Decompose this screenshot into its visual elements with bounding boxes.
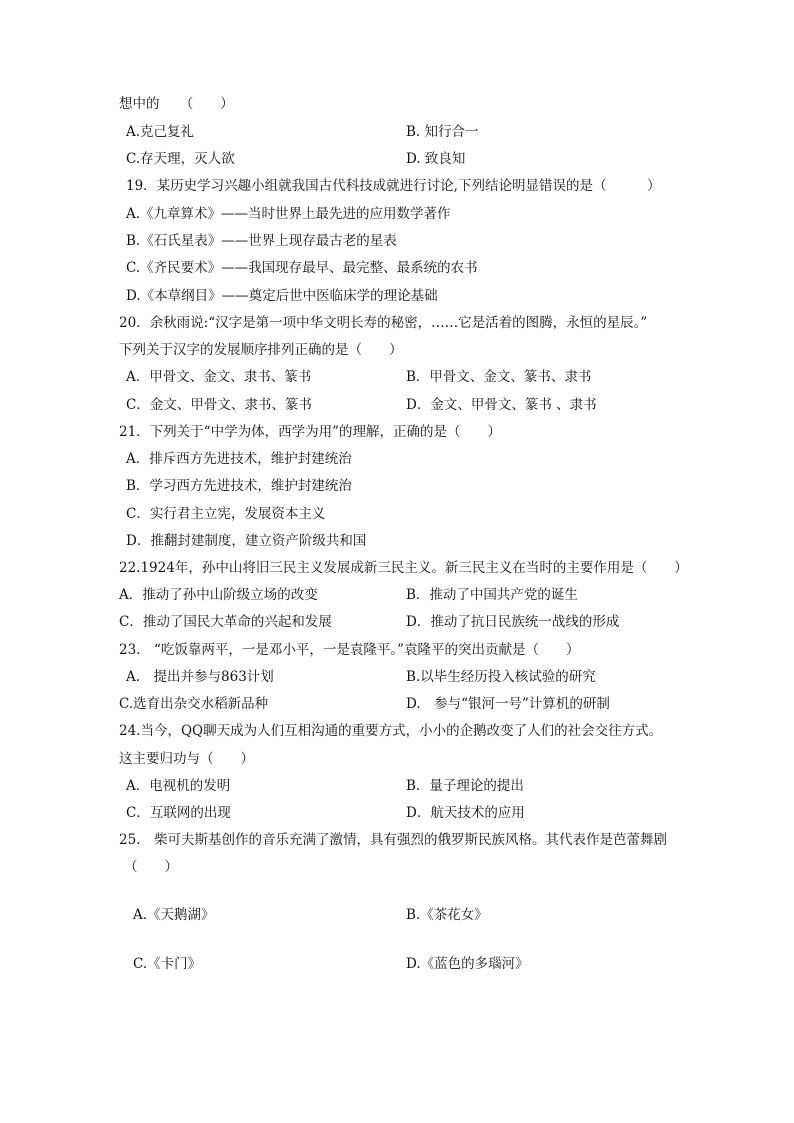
q20-stem-line1: 20．余秋雨说:“汉字是第一项中华文明长寿的秘密，……它是活着的图腾，永恒的星辰。” [119,315,648,331]
q22-option-b: B．推动了中国共产党的诞生 [406,587,578,603]
q25-option-b: B.《茶花女》 [406,907,488,923]
q25-option-c: C.《卡门》 [133,956,202,972]
q20-stem-line2: 下列关于汉字的发展顺序排列正确的是（ ） [119,342,403,358]
q21-option-b: B．学习西方先进技术，维护封建统治 [126,478,352,494]
q19-option-a: A.《九章算术》——当时世界上最先进的应用数学著作 [126,206,451,222]
q18-option-b: B. 知行合一 [406,124,479,140]
q22-stem: 22.1924年，孙中山将旧三民主义发展成新三民主义。新三民主义在当时的主要作用是（ ） [119,560,688,576]
q19-option-d: D.《本草纲目》——奠定后世中医临床学的理论基础 [126,288,438,304]
q20-option-d: D．金文、甲骨文、篆书 、隶书 [406,397,597,413]
q18-stem-tail: 想中的 （ ） [119,96,234,112]
q19-stem: 19．某历史学习兴趣小组就我国古代科技成就进行讨论,下列结论明显错误的是（ ） [126,178,661,194]
q23-stem: 23. “吃饭靠两平，一是邓小平，一是袁隆平。”袁隆平的突出贡献是（ ） [119,642,580,658]
q25-stem-line1: 25. 柴可夫斯基创作的音乐充满了激情，具有强烈的俄罗斯民族风格。其代表作是芭蕾舞剧 [119,832,667,848]
q19-option-b: B.《石氏星表》——世界上现存最古老的星表 [126,233,397,249]
q24-stem-line2: 这主要归功与（ ） [119,751,254,767]
q24-stem-line1: 24.当今，QQ聊天成为人们互相沟通的重要方式，小小的企鹅改变了人们的社会交往方式。 [119,723,663,739]
q23-option-a: A. 提出并参与863计划 [126,669,274,685]
q21-option-c: C．实行君主立宪，发展资本主义 [126,506,326,522]
q18-option-a: A.克己复礼 [126,124,195,140]
q22-option-d: D．推动了抗日民族统一战线的形成 [406,614,620,630]
q21-stem: 21．下列关于“中学为体，西学为用”的理解，正确的是（ ） [119,424,501,440]
q20-option-c: C．金文、甲骨文、隶书、篆书 [126,397,312,413]
q22-option-c: C．推动了国民大革命的兴起和发展 [119,614,332,630]
q22-option-a: A．推动了孙中山阶级立场的改变 [119,587,318,603]
q23-option-d: D. 参与“银河一号”计算机的研制 [406,696,610,712]
q25-option-a: A.《天鹅湖》 [133,907,215,923]
q19-option-c: C.《齐民要术》——我国现存最早、最完整、最系统的农书 [126,260,478,276]
q25-option-d: D.《蓝色的多瑙河》 [406,956,529,972]
q21-option-a: A．排斥西方先进技术，维护封建统治 [126,451,352,467]
q24-option-a: A．电视机的发明 [126,778,231,794]
q25-stem-line2: （ ） [124,859,178,875]
q20-option-b: B．甲骨文、金文、篆书、隶书 [406,369,592,385]
q18-option-d: D. 致良知 [406,151,466,167]
q18-option-c: C.存天理，灭人欲 [126,151,235,167]
q21-option-d: D．推翻封建制度，建立资产阶级共和国 [126,533,367,549]
q23-option-b: B.以毕生经历投入核试验的研究 [406,669,596,685]
q24-option-d: D．航天技术的应用 [406,805,525,821]
q23-option-c: C.选育出杂交水稻新品种 [119,696,269,712]
q20-option-a: A．甲骨文、金文、隶书、篆书 [126,369,312,385]
q24-option-c: C．互联网的出现 [126,805,231,821]
q24-option-b: B．量子理论的提出 [406,778,524,794]
